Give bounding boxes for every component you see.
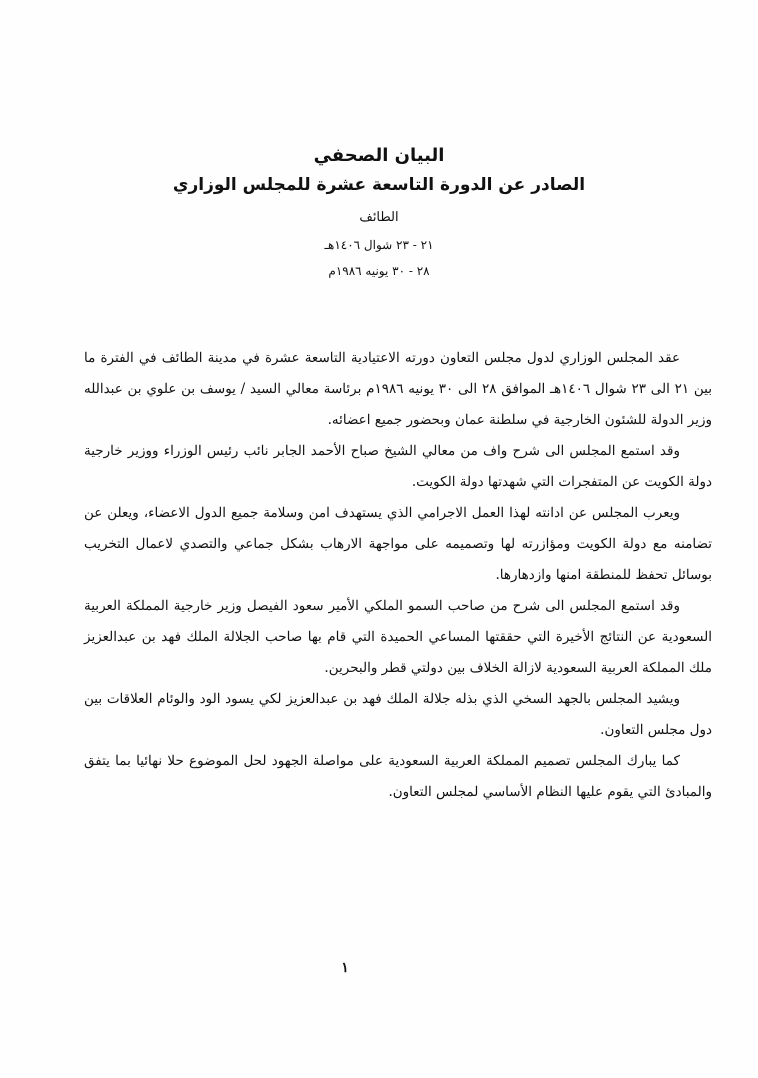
paragraph: وقد استمع المجلس الى شرح واف من معالي الشيخ صباح الأحمد الجابر نائب رئيس الوزراء ووزير خارجية دولة الكويت عن المتفجرات التي شهدتها دولة الكويت. <box>84 443 712 490</box>
paragraph: ويعرب المجلس عن ادانته لهذا العمل الاجرامي الذي يستهدف امن وسلامة جميع الدول الاعضاء، ويعلن عن تضامنه مع دولة الكويت ومؤازرته لها وتصميمه على مواجهة الارهاب بشكل جماعي والتصدي لاعمال التخريب بوسائل تحفظ للمنطقة امنها وازدهارها. <box>84 505 712 583</box>
paragraph: وقد استمع المجلس الى شرح من صاحب السمو الملكي الأمير سعود الفيصل وزير خارجية المملكة العربية السعودية عن النتائج الأخيرة التي حققتها المساعي الحميدة التي قام بها صاحب الجلالة الملك فهد بن عبدالعزيز ملك المملكة العربية السعودية لازالة الخلاف بين دولتي قطر والبحرين. <box>84 598 712 676</box>
date-hijri: ٢١ - ٢٣ شوال ١٤٠٦هـ <box>324 238 434 252</box>
date-gregorian: ٢٨ - ٣٠ يونيه ١٩٨٦م <box>328 264 430 278</box>
paragraph: عقد المجلس الوزاري لدول مجلس التعاون دورته الاعتيادية التاسعة عشرة في مدينة الطائف في الفترة ما بين ٢١ الى ٢٣ شوال ١٤٠٦هـ الموافق ٢٨ الى ٣٠ يونيه ١٩٨٦م برئاسة معالي السيد / يوسف بن علوي بن عبدالله وزير الدولة للشئون الخارجية في سلطنة عمان وبحضور جميع اعضائه. <box>84 350 713 428</box>
document-title: البيان الصحفي <box>313 145 445 166</box>
page-number: ١ <box>341 960 349 976</box>
location-label: الطائف <box>359 210 399 225</box>
document-header <box>0 142 758 284</box>
document-body <box>84 343 712 808</box>
paragraph: ويشيد المجلس بالجهد السخي الذي بذله جلالة الملك فهد بن عبدالعزيز لكي يسود الود والوئام العلاقات بين دول مجلس التعاون. <box>84 691 712 738</box>
document-subtitle: الصادر عن الدورة التاسعة عشرة للمجلس الوزاري <box>172 175 586 195</box>
paragraph: كما يبارك المجلس تصميم المملكة العربية السعودية على مواصلة الجهود لحل الموضوع حلا نهائيا بما يتفق والمبادئ التي يقوم عليها النظام الأساسي لمجلس التعاون. <box>84 753 712 800</box>
